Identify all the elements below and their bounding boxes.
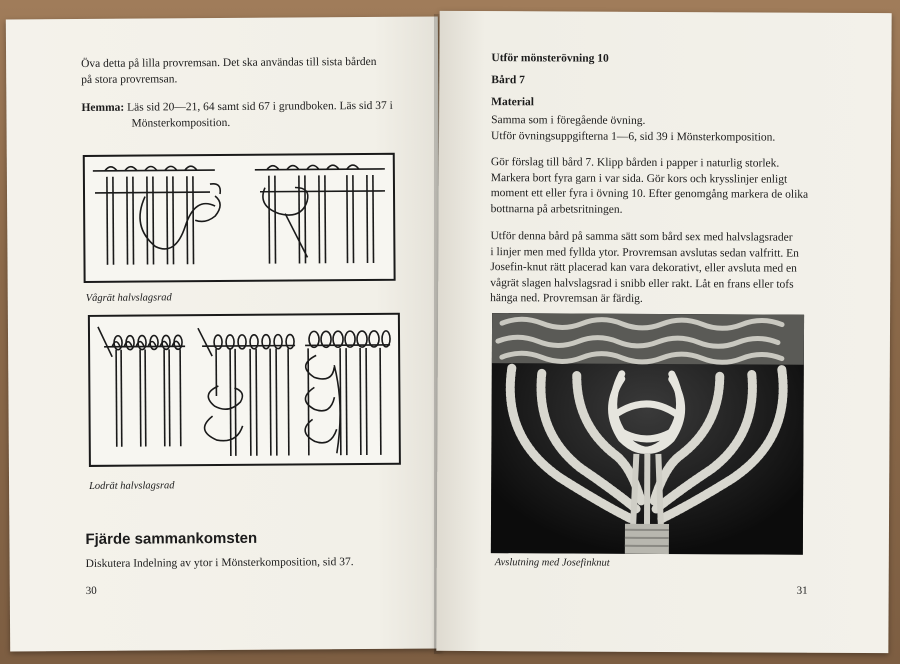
homework-line: Mönsterkomposition. xyxy=(131,116,231,130)
homework-paragraph xyxy=(81,99,421,132)
para2-line: i linjer men med fyllda ytor. Provremsan avslutas sedan valfritt. En xyxy=(490,245,799,260)
section-text: Diskutera Indelning av ytor i Mönsterkomposition, sid 37. xyxy=(85,556,354,570)
knot-diagram-illustration xyxy=(85,155,394,281)
para2-line: Josefin-knut rätt placerad kan vara dekorativt, eller avsluta med en xyxy=(490,261,797,275)
exercise-heading: Utför mönsterövning 10 xyxy=(491,52,609,65)
figure2-caption: Lodrät halvslagsrad xyxy=(89,480,175,492)
homework-label: Hemma: xyxy=(81,101,125,114)
figure-horizontal-half-hitch xyxy=(83,153,396,283)
para2-line: Utför denna bård på samma sätt som bård sex med halvslagsrader xyxy=(490,230,793,244)
intro-line: Öva detta på lilla provremsan. Det ska användas till sista bården xyxy=(81,55,377,70)
para1-line: moment ett eller fyra i övning 10. Efter genomgång markera de olika xyxy=(490,187,809,201)
knot-diagram-illustration-2 xyxy=(90,315,399,465)
section-heading: Fjärde sammankomsten xyxy=(85,529,258,548)
figure1-caption: Vågrät halvslagsrad xyxy=(85,292,172,304)
para2-line: hänga ned. Provremsan är färdig. xyxy=(490,292,643,305)
material-heading: Material xyxy=(491,96,535,109)
knot-photo xyxy=(491,313,804,555)
material-line: Samma som i föregående övning. xyxy=(491,114,646,127)
border-heading: Bård 7 xyxy=(491,74,525,87)
page-number-right: 31 xyxy=(796,584,808,597)
homework-line: Läs sid 20—21, 64 samt sid 67 i grundboken. Läs sid 37 i xyxy=(127,99,393,114)
para2-line: vågrät slagen halvslagsrad i snibb eller rakt. Låt en frans eller tofs xyxy=(490,276,794,291)
right-page xyxy=(436,11,891,653)
instruction-paragraph-1 xyxy=(491,155,871,219)
intro-paragraph xyxy=(81,55,421,88)
page-number-left: 30 xyxy=(85,584,97,597)
photo-caption: Avslutning med Josefinknut xyxy=(494,557,610,569)
para1-line: Gör förslag till bård 7. Klipp bården i papper i naturlig storlek. xyxy=(490,156,780,170)
left-page xyxy=(6,16,442,651)
material-line: Utför övningsuppgifterna 1—6, sid 39 i Mönsterkomposition. xyxy=(490,129,776,144)
material-paragraph xyxy=(491,113,871,146)
para1-line: bottnarna på arbetsritningen. xyxy=(490,202,623,216)
instruction-paragraph-2 xyxy=(490,229,870,308)
para1-line: Markera bort fyra garn i var sida. Gör kors och krysslinjer enligt xyxy=(490,171,788,186)
figure-vertical-half-hitch xyxy=(88,313,401,467)
intro-line: på stora provremsan. xyxy=(81,72,178,86)
josephine-knot-photo xyxy=(491,313,804,555)
